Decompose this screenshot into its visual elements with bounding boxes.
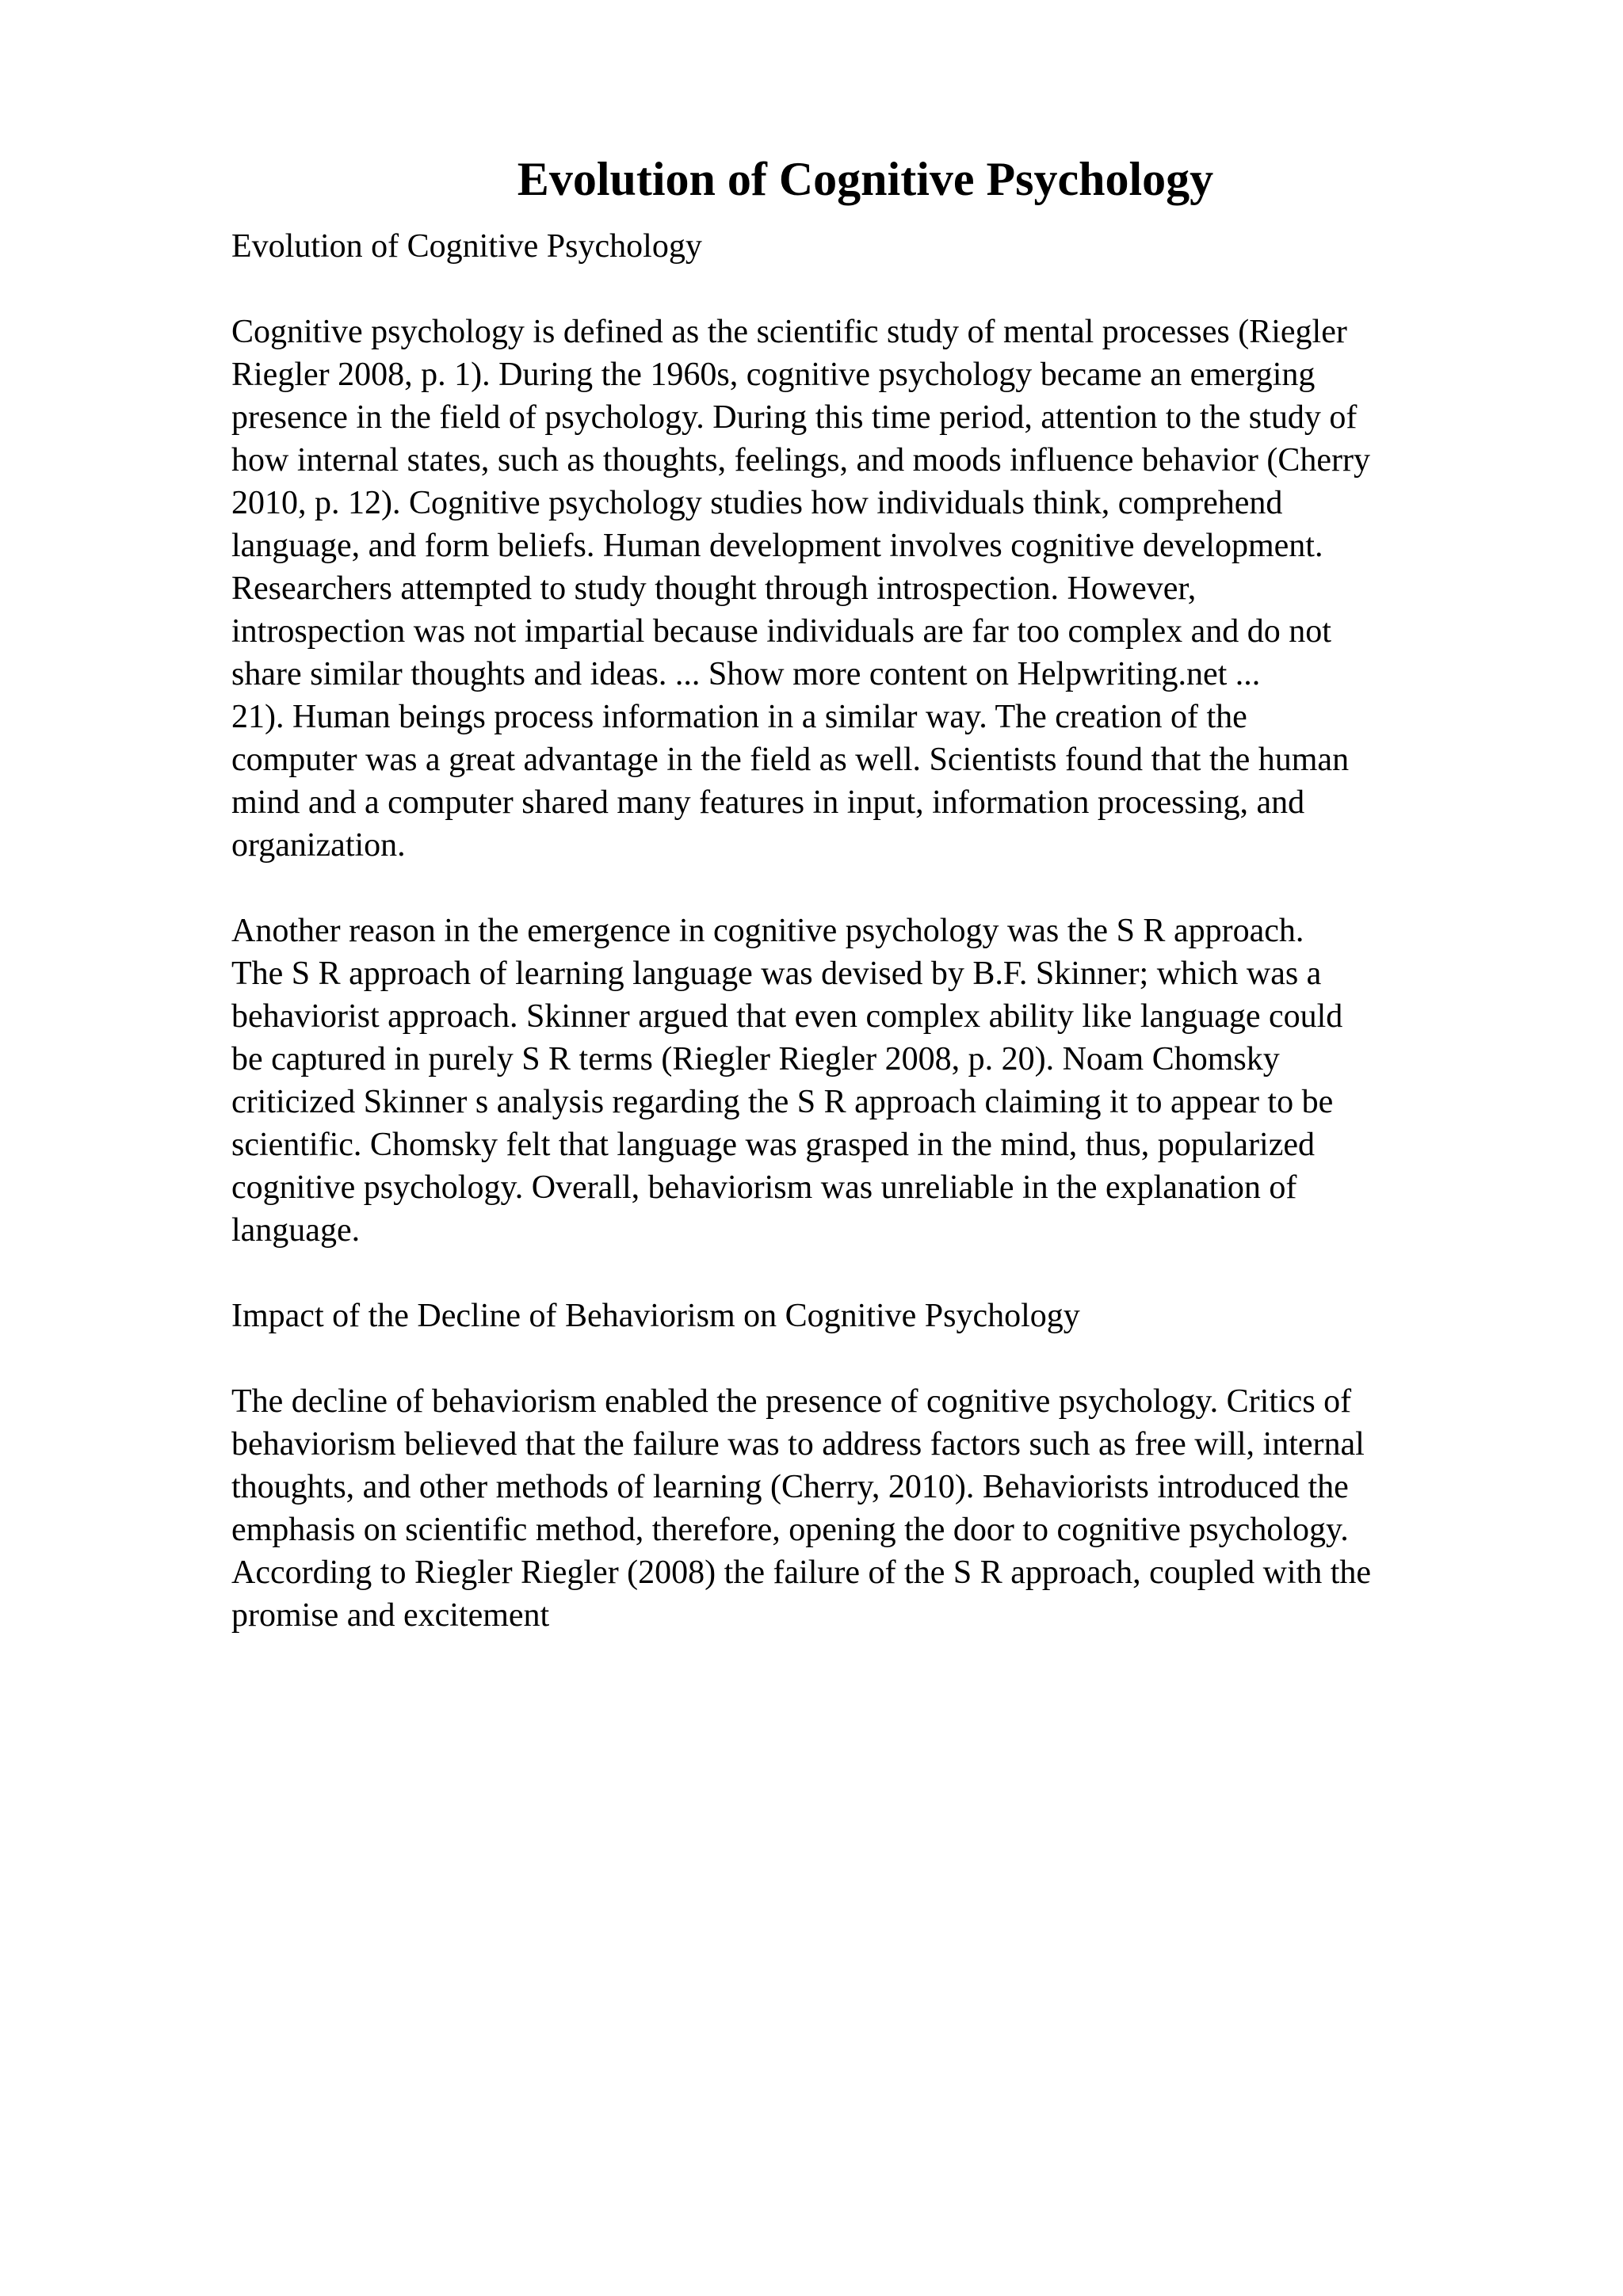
paragraph-1-line: Cognitive psychology is defined as the scientific study of mental processes (Riegler <box>231 314 1347 350</box>
paragraph-2-line: criticized Skinner s analysis regarding the S R approach claiming it to appear to be <box>231 1084 1334 1120</box>
paragraph-2-line: behaviorist approach. Skinner argued that even complex ability like language could <box>231 998 1343 1035</box>
paragraph-1-line: share similar thoughts and ideas. ... Show more content on Helpwriting.net ... <box>231 656 1261 692</box>
paragraph-3 <box>231 1380 1499 1637</box>
paragraph-3-line: behaviorism believed that the failure was to address factors such as free will, internal <box>231 1426 1365 1463</box>
paragraph-2-line: be captured in purely S R terms (Riegler Riegler 2008, p. 20). Noam Chomsky <box>231 1041 1280 1077</box>
paragraph-3-line: The decline of behaviorism enabled the presence of cognitive psychology. Critics of <box>231 1383 1352 1420</box>
paragraph-1 <box>231 311 1499 867</box>
section-heading: Impact of the Decline of Behaviorism on Cognitive Psychology <box>231 1298 1080 1334</box>
paragraph-2-line: Another reason in the emergence in cognitive psychology was the S R approach. <box>231 913 1304 949</box>
paragraph-1-line: organization. <box>231 827 406 864</box>
paragraph-1-line: Researchers attempted to study thought through introspection. However, <box>231 570 1197 607</box>
paragraph-3-line: According to Riegler Riegler (2008) the failure of the S R approach, coupled with the <box>231 1554 1372 1591</box>
paragraph-1-line: computer was a great advantage in the field as well. Scientists found that the human <box>231 742 1350 778</box>
paragraph-3-line: emphasis on scientific method, therefore, opening the door to cognitive psychology. <box>231 1512 1349 1548</box>
paragraph-1-line: 21). Human beings process information in a similar way. The creation of the <box>231 699 1247 735</box>
paragraph-1-line: how internal states, such as thoughts, feelings, and moods influence behavior (Cherry <box>231 442 1370 479</box>
paragraph-2 <box>231 910 1499 1252</box>
paragraph-1-line: introspection was not impartial because individuals are far too complex and do not <box>231 613 1331 650</box>
paragraph-3-line: thoughts, and other methods of learning (Cherry, 2010). Behaviorists introduced the <box>231 1469 1349 1505</box>
paragraph-1-line: 2010, p. 12). Cognitive psychology studies how individuals think, comprehend <box>231 485 1283 521</box>
paragraph-1-line: Riegler 2008, p. 1). During the 1960s, cognitive psychology became an emerging <box>231 357 1316 393</box>
paragraph-2-line: The S R approach of learning language was devised by B.F. Skinner; which was a <box>231 955 1322 992</box>
paragraph-2-line: cognitive psychology. Overall, behaviorism was unreliable in the explanation of <box>231 1169 1297 1206</box>
paragraph-1-line: mind and a computer shared many features in input, information processing, and <box>231 784 1305 821</box>
paragraph-3-line: promise and excitement <box>231 1597 550 1634</box>
paragraph-1-line: language, and form beliefs. Human development involves cognitive development. <box>231 528 1323 564</box>
document-title: Evolution of Cognitive Psychology <box>517 153 1214 205</box>
document-subtitle: Evolution of Cognitive Psychology <box>231 228 702 265</box>
paragraph-2-line: scientific. Chomsky felt that language was grasped in the mind, thus, popularized <box>231 1127 1316 1163</box>
document-content <box>231 151 1499 1637</box>
paragraph-1-line: presence in the field of psychology. During this time period, attention to the study of <box>231 399 1358 436</box>
paragraph-2-line: language. <box>231 1212 361 1249</box>
